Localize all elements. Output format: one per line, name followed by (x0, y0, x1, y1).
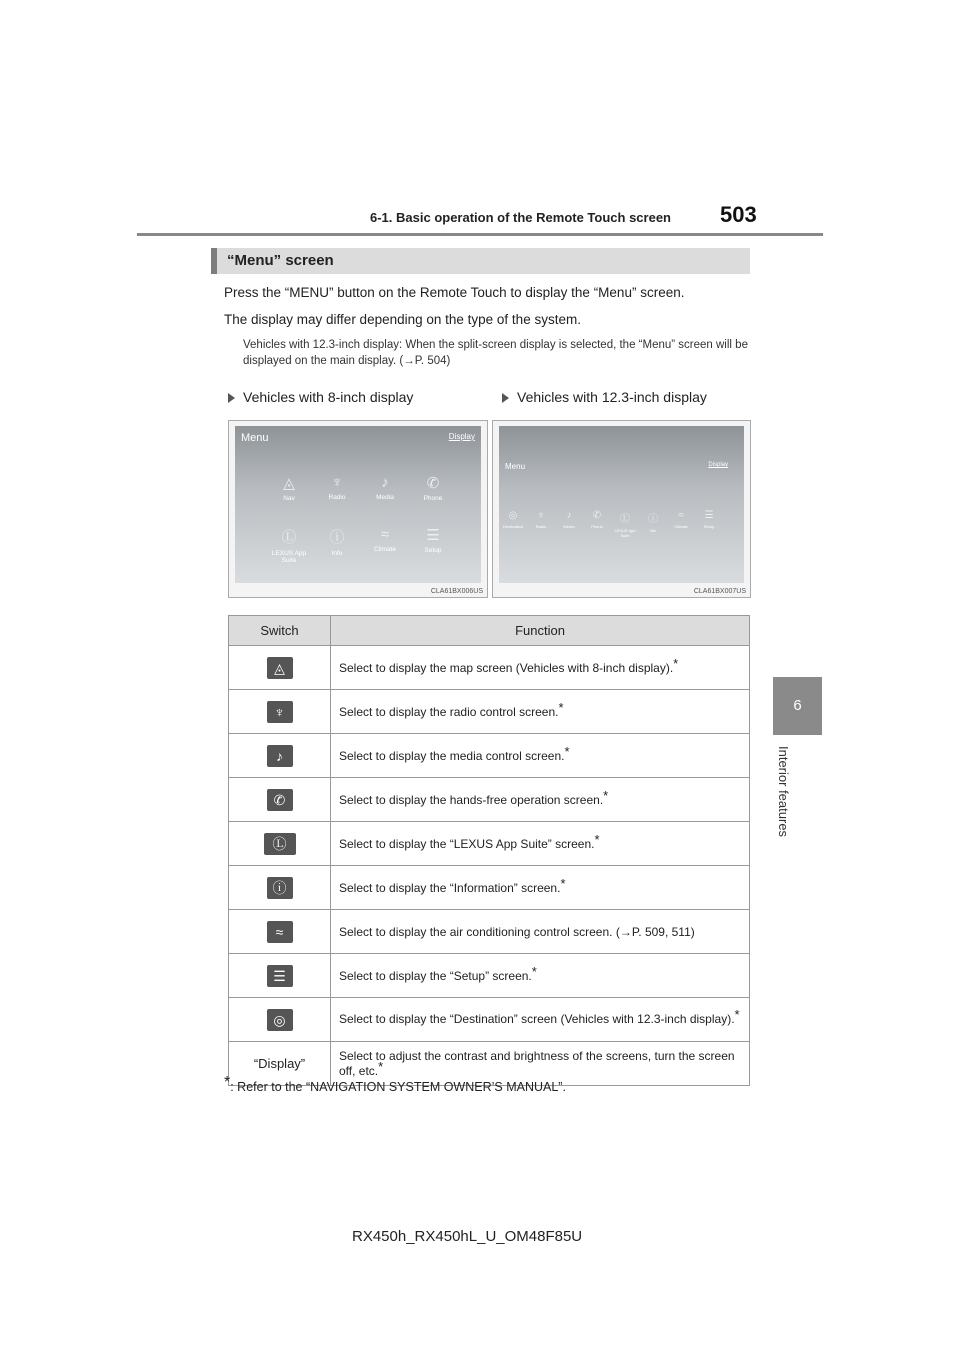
app-setup: ☰ Setup (409, 526, 457, 554)
table-row: ♆ Select to display the radio control screen.* (229, 690, 750, 734)
app-media: ♪ Media (555, 510, 583, 529)
app-climate: ≈ Climate (361, 526, 409, 553)
chapter-tab-label: Interior features (776, 746, 791, 838)
header-function: Function (331, 616, 750, 646)
app-radio: ♆ Radio (313, 474, 361, 501)
app-nav: ◬ Nav (265, 474, 313, 502)
table-row: Ⓛ Select to display the “LEXUS App Suite” screen.* (229, 822, 750, 866)
header-rule (137, 233, 823, 236)
radio-icon: ♆ (267, 701, 293, 723)
model-code: RX450h_RX450hL_U_OM48F85U (352, 1228, 583, 1245)
app-lexus: Ⓛ LEXUS App Suite (265, 526, 313, 564)
media-icon: ♪ (566, 510, 572, 521)
footnote-mark: * (224, 1074, 231, 1091)
chapter-tab: 6 (773, 677, 822, 735)
app-media: ♪ Media (361, 474, 409, 501)
screen-title: Menu (505, 462, 526, 471)
switch-function-table (228, 615, 750, 1086)
app-lexus: Ⓛ LEXUS App Suite (611, 510, 639, 538)
page-number: 503 (720, 202, 757, 227)
app-setup: ☰ Setup (695, 510, 723, 529)
figure-code: CLA61BX006US (430, 588, 483, 595)
caption-arrow-icon (228, 393, 235, 403)
caption-arrow-icon (502, 393, 509, 403)
screenshot-8-inch (228, 420, 488, 598)
radio-icon: ♆ (537, 510, 545, 521)
climate-icon: ≈ (678, 510, 684, 521)
table-row: ◬ Select to display the map screen (Vehicles with 8-inch display).* (229, 646, 750, 690)
note-text: Vehicles with 12.3-inch display: When the split-screen display is selected, the “Menu” screen will be displayed on the main display. (→P. 504) (243, 339, 748, 367)
section-heading (211, 248, 750, 274)
screen-12-inch (499, 426, 744, 583)
setup-icon: ☰ (426, 527, 440, 544)
table-row: ✆ Select to display the hands-free operation screen.* (229, 778, 750, 822)
setup-icon: ☰ (267, 965, 293, 987)
section-heading-bar (211, 248, 217, 274)
climate-icon: ≈ (267, 921, 293, 943)
lexus-app-icon: Ⓛ (264, 833, 296, 855)
climate-icon: ≈ (380, 526, 390, 543)
table-row: ≈ Select to display the air conditioning control screen. (→P. 509, 511) (229, 910, 750, 954)
caption-8-inch-text: Vehicles with 8-inch display (243, 389, 414, 405)
header-switch: Switch (229, 616, 331, 646)
caption-12-inch (502, 389, 707, 405)
table-row: “Display” Select to adjust the contrast and brightness of the screens, turn the screen off, etc.* (229, 1042, 750, 1086)
display-switch-label: “Display” (229, 1042, 331, 1086)
table-row: ⓘ Select to display the “Information” screen.* (229, 866, 750, 910)
app-radio: ♆ Radio (527, 510, 555, 529)
screenshot-12-inch (492, 420, 751, 598)
info-icon: ⓘ (267, 877, 293, 899)
setup-icon: ☰ (704, 510, 714, 521)
app-info: ⓘ Info (639, 510, 667, 533)
nav-icon: ◬ (283, 475, 295, 492)
destination-icon: ◎ (267, 1009, 293, 1031)
destination-icon: ◎ (508, 510, 518, 521)
table-row: ♪ Select to display the media control screen.* (229, 734, 750, 778)
app-phone: ✆ Phone (409, 474, 457, 502)
caption-12-inch-text: Vehicles with 12.3-inch display (517, 389, 707, 405)
radio-icon: ♆ (331, 474, 343, 491)
info-icon: ⓘ (329, 529, 345, 546)
app-climate: ≈ Climate (667, 510, 695, 529)
table-header-row (229, 616, 750, 646)
screen-8-inch (235, 426, 481, 583)
screen-title: Menu (241, 432, 269, 444)
paragraph-2: The display may differ depending on the type of the system. (224, 312, 581, 327)
nav-icon: ◬ (267, 657, 293, 679)
media-icon: ♪ (381, 474, 389, 491)
app-info: ⓘ Info (313, 526, 361, 557)
phone-icon: ✆ (426, 475, 440, 492)
lexus-app-icon: Ⓛ (620, 514, 630, 525)
section-title: “Menu” screen (227, 252, 334, 269)
info-icon: ⓘ (648, 514, 658, 525)
app-phone: ✆ Phone (583, 510, 611, 529)
footnote-text: : Refer to the “NAVIGATION SYSTEM OWNER’S MANUAL”. (230, 1080, 566, 1094)
phone-icon: ✆ (592, 510, 602, 521)
caption-8-inch (228, 389, 413, 405)
footnote (224, 1074, 566, 1094)
display-link: Display (448, 432, 475, 441)
app-destination: ◎ Destination (499, 510, 527, 529)
header-section-title: 6-1. Basic operation of the Remote Touch screen (370, 210, 671, 225)
table-row: ◎ Select to display the “Destination” screen (Vehicles with 12.3-inch display).* (229, 998, 750, 1042)
media-icon: ♪ (267, 745, 293, 767)
lexus-app-icon: Ⓛ (281, 529, 297, 546)
display-link: Display (708, 462, 728, 468)
table-row: ☰ Select to display the “Setup” screen.* (229, 954, 750, 998)
figure-code: CLA61BX007US (693, 588, 746, 595)
phone-icon: ✆ (267, 789, 293, 811)
paragraph-1: Press the “MENU” button on the Remote Touch to display the “Menu” screen. (224, 285, 685, 300)
